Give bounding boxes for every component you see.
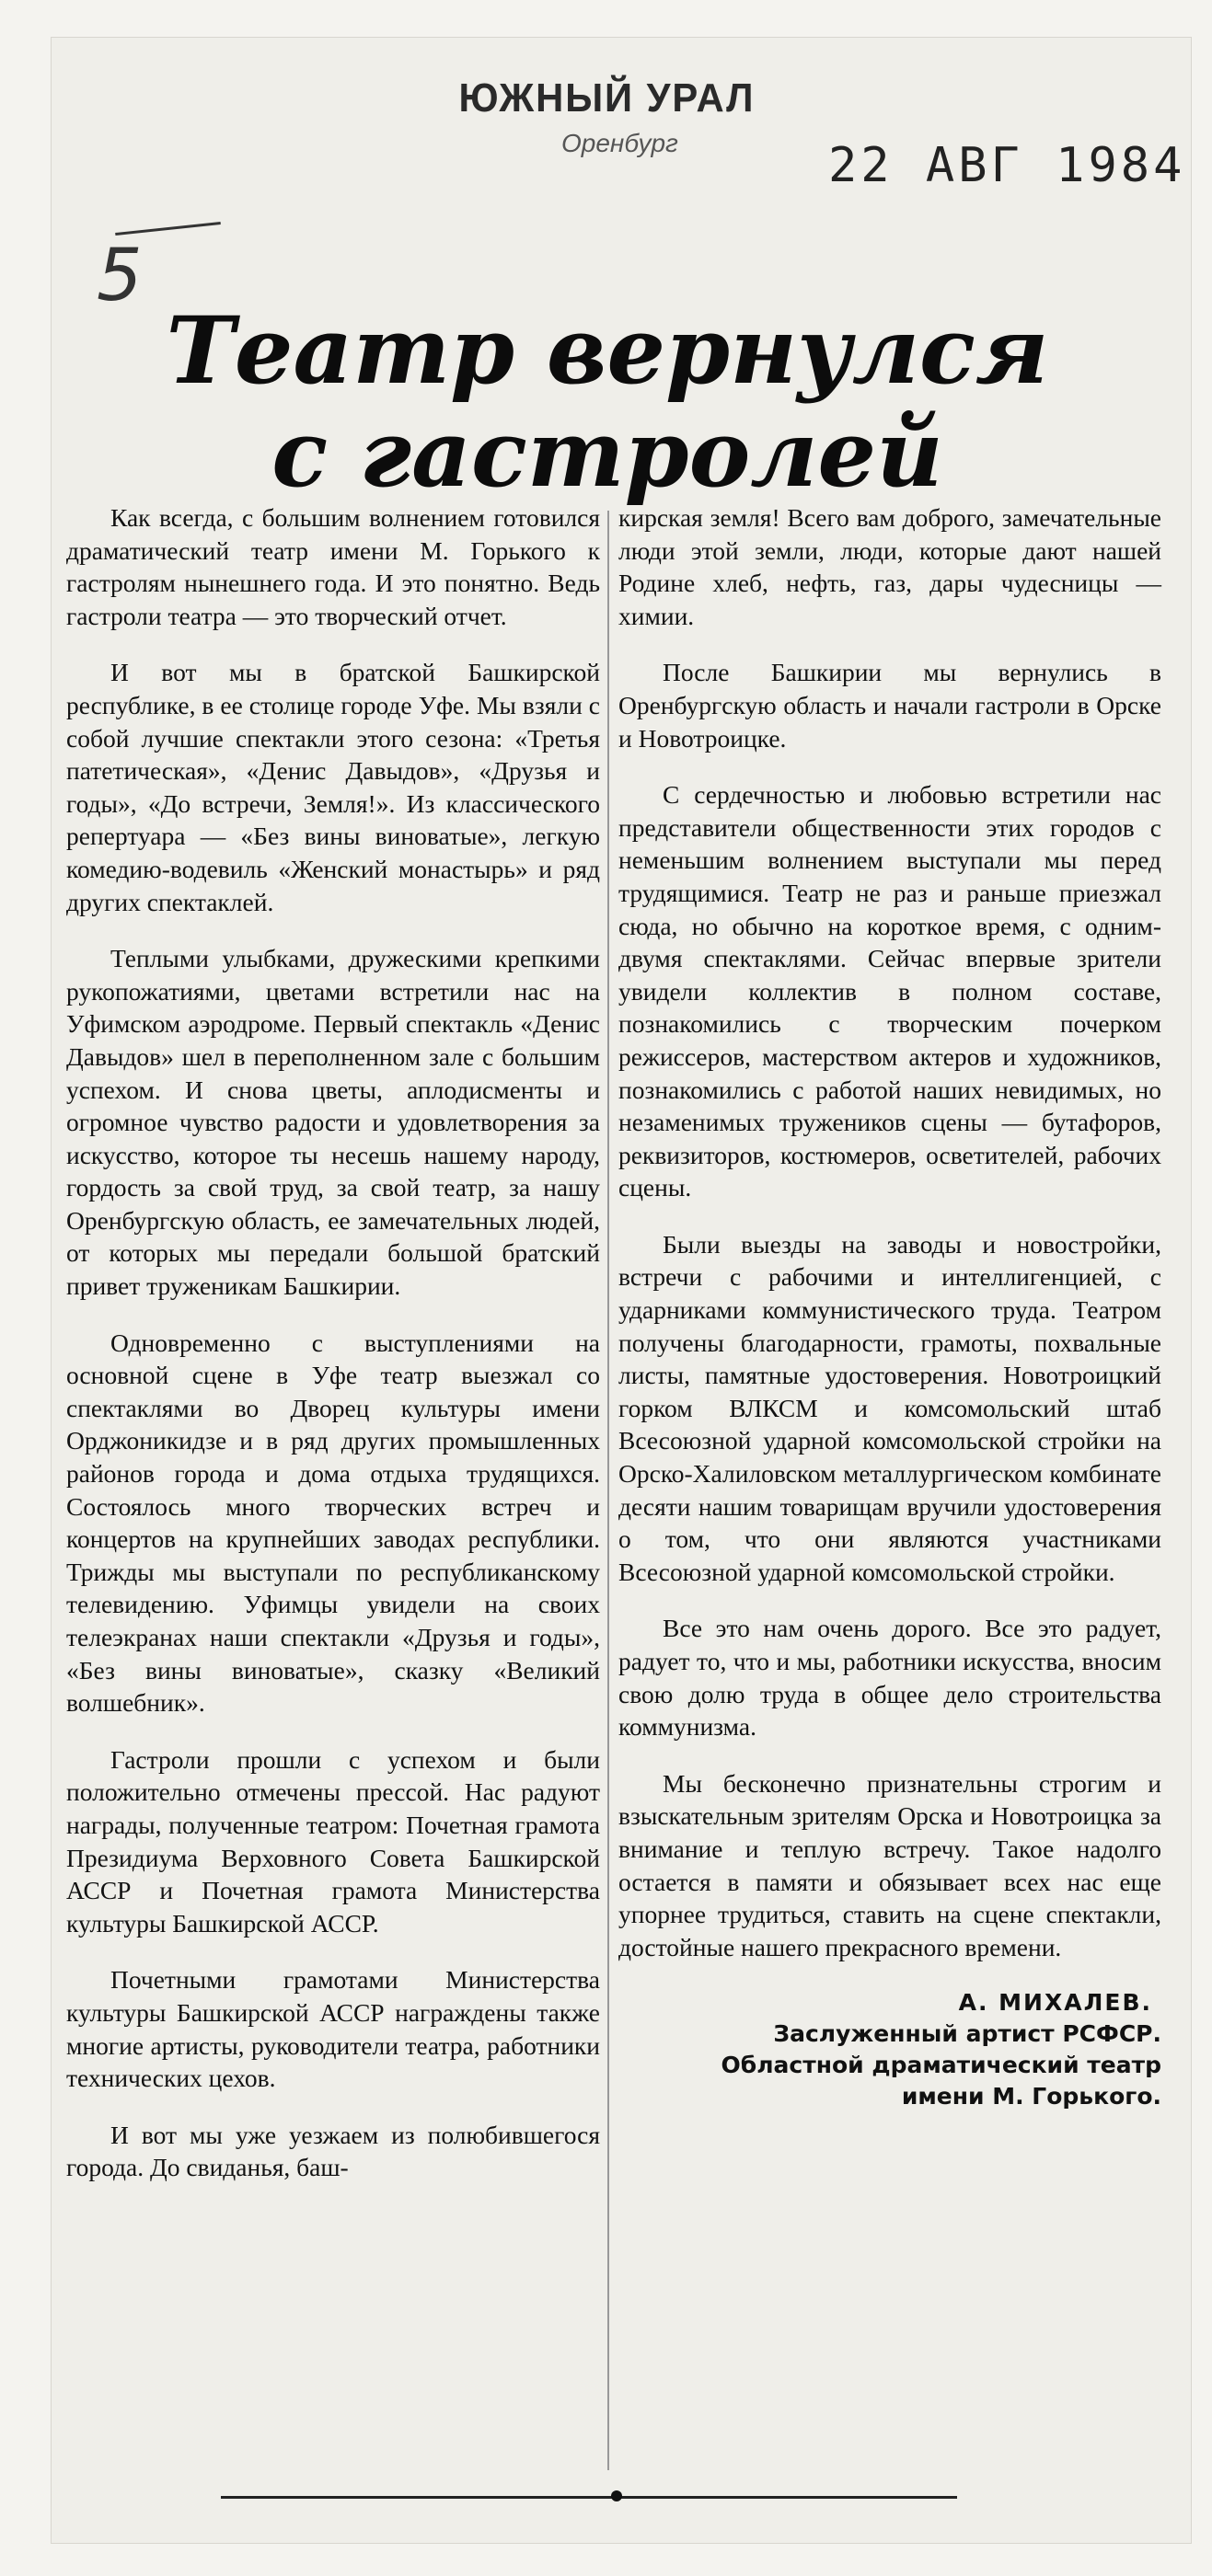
column-divider	[607, 511, 609, 2470]
divider-ornament	[611, 2490, 622, 2501]
author-name: А. МИХАЛЕВ.	[958, 1989, 1152, 2017]
paragraph: Почетными грамотами Министерства культуры Башкирской АССР награждены также многие артисты, руководители театра, работники технических цехов.	[66, 1965, 600, 2093]
article-column-left	[66, 501, 600, 2208]
paragraph: Гастроли прошли с успехом и были положительно отмечены прессой. Нас радуют награды, полученные театром: Почетная грамота Президиума Верховного Совета Башкирской АССР и Почетная грамота Министерства культуры Башкирской АССР.	[66, 1744, 600, 1938]
headline-line-1: Театр вернулся	[166, 296, 1049, 405]
paragraph: Были выезды на заводы и новостройки, встречи с рабочими и интеллигенцией, с ударниками коммунистического труда. Театром получены благодарности, грамоты, похвальные листы, памятные удостоверения. Новотроицкий горком ВЛКСМ и комсомольский штаб Всесоюзной ударной комсомольской стройки на Орско-Халиловском металлургическом комбинате десяти нашим товарищам вручили удостоверения о том, что они являются участниками Всесоюзной ударной комсомольской стройки.	[618, 1229, 1161, 1586]
author-title: Заслуженный артист РСФСР.	[773, 2020, 1161, 2048]
paragraph: Мы бесконечно признательны строгим и взыскательным зрителям Орска и Новотроицка за внимание и теплую встречу. Такое надолго остается в памяти и обязывает всех нас еще упорнее трудиться, ставить на сцене спектакли, достойные нашего прекрасного времени.	[618, 1768, 1161, 1961]
paragraph: После Башкирии мы вернулись в Оренбургскую область и начали гастроли в Орске и Новотроицке.	[618, 658, 1161, 753]
author-organization-name: имени М. Горького.	[901, 2083, 1161, 2110]
bottom-divider	[221, 2496, 957, 2499]
paragraph: Теплыми улыбками, дружескими крепкими рукопожатиями, цветами встретили нас на Уфимском аэродроме. Первый спектакль «Денис Давыдов» шел в переполненном зале с большим успехом. И снова цветы, аплодисменты и огромное чувство радости и удовлетворения за искусство, которое ты несешь нашему народу, гордость за свой труд, за свой театр, за нашу Оренбургскую область, ее замечательных людей, от которых мы передали большой братский привет труженикам Башкирии.	[66, 944, 600, 1301]
paragraph: И вот мы уже уезжаем из полюбившегося города. До свиданья, баш-	[66, 2120, 600, 2182]
author-organization: Областной драматический театр	[721, 2052, 1161, 2079]
article-column-right	[618, 501, 1161, 2112]
newspaper-masthead: ЮЖНЫЙ УРАЛ	[458, 75, 756, 121]
paragraph: кирская земля! Всего вам доброго, замечательные люди этой земли, люди, которые дают нашей Родине хлеб, нефть, газ, дары чудесницы — химии.	[618, 503, 1161, 630]
author-signature	[618, 1987, 1161, 2112]
date-stamp: 22 АВГ 1984	[828, 138, 1186, 193]
paragraph: И вот мы в братской Башкирской республике, в ее столице городе Уфе. Мы взяли с собой лучшие спектакли этого сезона: «Третья патетическая», «Денис Давыдов», «Друзья и годы», «До встречи, Земля!». Из классического репертуара — «Без вины виноватые», легкую комедию-водевиль «Женский монастырь» и ряд других спектаклей.	[66, 658, 600, 916]
paragraph: Одновременно с выступлениями на основной сцене в Уфе театр выезжал со спектаклями во Дворец культуры имени Орджоникидзе и в ряд других промышленных районов города и дома отдыха трудящихся. Состоялось много творческих встреч и концертов на крупнейших заводах республики. Трижды мы выступали по республиканскому телевидению. Уфимцы увидели на своих телеэкранах наши спектакли «Друзья и годы», «Без вины виноватые», сказку «Великий волшебник».	[66, 1328, 600, 1718]
city-label: Оренбург	[561, 129, 678, 157]
paragraph: Все это нам очень дорого. Все это радует, радует то, что и мы, работники искусства, вносим свою долю труда в общее дело строительства коммунизма.	[618, 1614, 1161, 1742]
paragraph: С сердечностью и любовью встретили нас представители общественности этих городов с неменьшим волнением выступали мы перед трудящимися. Театр не раз и раньше приезжал сюда, но обычно на короткое время, с одним-двумя спектаклями. Сейчас впервые зрители увидели коллектив в полном составе, познакомились с творческим почерком режиссеров, мастерством актеров и художников, познакомились с работой наших невидимых, но незаменимых тружеников сцены — бутафоров, реквизиторов, костюмеров, осветителей, рабочих сцены.	[618, 780, 1161, 1202]
handwritten-page-number: 5	[97, 235, 143, 317]
paragraph: Как всегда, с большим волнением готовился драматический театр имени М. Горького к гастролям нынешнего года. И это понятно. Ведь гастроли театра — это творческий отчет.	[66, 503, 600, 630]
headline-line-2: с гастролей	[271, 399, 943, 508]
